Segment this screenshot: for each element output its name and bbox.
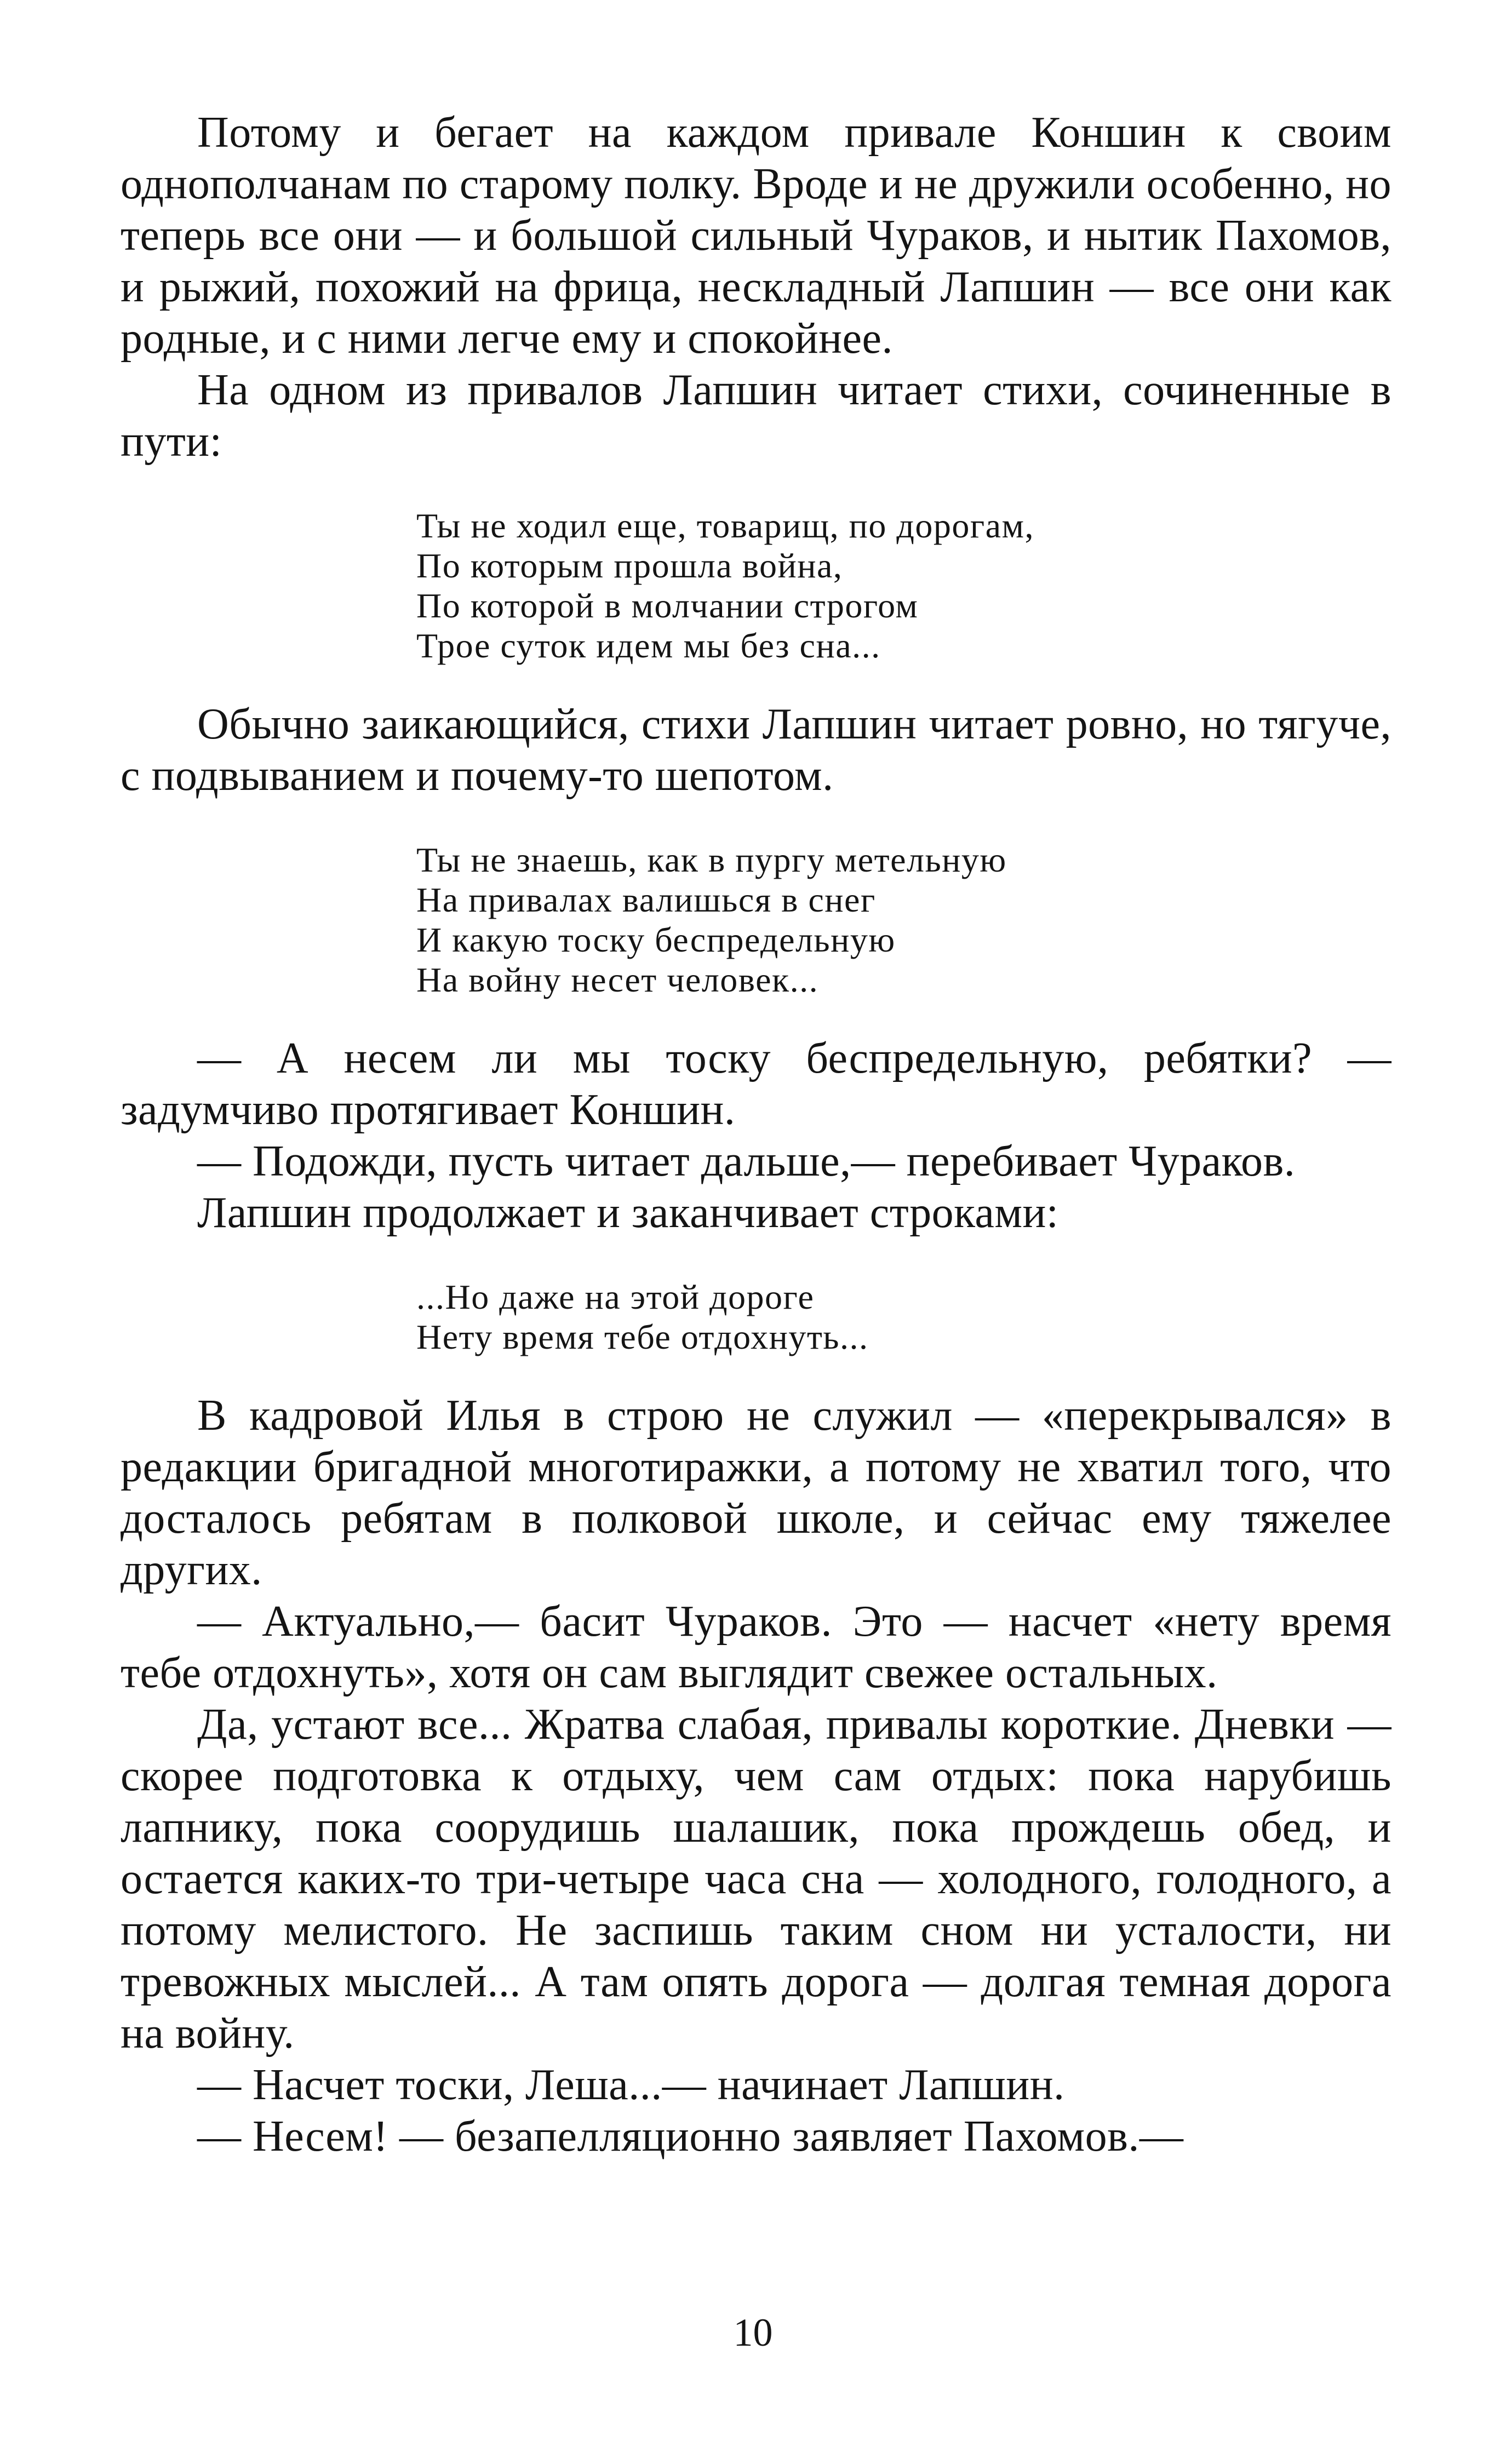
verse-line: По которой в молчании строгом [416, 586, 919, 625]
verse-line: На войну несет человек... [416, 960, 819, 999]
verse-line: И какую тоску беспредельную [416, 920, 896, 959]
dialog-line: — Актуально,— басит Чураков. Это — насчет «нету время тебе отдохнуть», хотя он сам выглядит свежее остальных. [121, 1597, 1392, 1697]
dialog-line: — Несем! — безапелляционно заявляет Пахомов.— [197, 2112, 1184, 2161]
verse-stanza [416, 1277, 1392, 1357]
paragraph: Да, устают все... Жратва слабая, привалы короткие. Дневки — скорее подготовка к отдыху, чем сам отдых: пока нарубишь лапнику, пока соорудишь шалашик, пока прождешь обед, и остается каких-то три-четыре часа сна — холодного, голодного, а потому мелистого. Не заспишь таким сном ни усталости, ни тревожных мыслей... А там опять дорога — долгая темная дорога на войну. [121, 1700, 1392, 2058]
verse-line: По которым прошла война, [416, 546, 843, 585]
paragraph: В кадровой Илья в строю не служил — «перекрывался» в редакции бригадной многотиражки, а потому не хватил того, что досталось ребятам в полковой школе, и сейчас ему тяжелее других. [121, 1391, 1392, 1594]
verse-line: ...Но даже на этой дороге [416, 1277, 815, 1316]
verse-line: Трое суток идем мы без сна... [416, 626, 881, 665]
verse-line: На привалах валишься в снег [416, 880, 876, 919]
dialog-line: — Подожди, пусть читает дальше,— перебивает Чураков. [197, 1137, 1296, 1185]
verse-stanza [416, 840, 1392, 1000]
page-body [121, 107, 1392, 2162]
dialog-line: — А несем ли мы тоску беспредельную, ребятки? — задумчиво протягивает Коншин. [121, 1034, 1392, 1134]
verse-line: Ты не ходил еще, товарищ, по дорогам, [416, 506, 1035, 545]
dialog-line: — Насчет тоски, Леша...— начинает Лапшин. [197, 2061, 1065, 2109]
paragraph: Лапшин продолжает и заканчивает строками: [197, 1189, 1059, 1237]
page-number: 10 [733, 2311, 773, 2354]
verse-line: Нету время тебе отдохнуть... [416, 1317, 869, 1356]
paragraph: На одном из привалов Лапшин читает стихи, сочиненные в пути: [121, 366, 1392, 466]
paragraph: Обычно заикающийся, стихи Лапшин читает ровно, но тягуче, с подвыванием и почему-то шепотом. [121, 700, 1392, 800]
verse-stanza [416, 506, 1392, 666]
paragraph: Потому и бегает на каждом привале Коншин к своим однополчанам по старому полку. Вроде и не дружили особенно, но теперь все они — и большой сильный Чураков, и нытик Пахомов, и рыжий, похожий на фрица, нескладный Лапшин — все они как родные, и с ними легче ему и спокойнее. [121, 108, 1392, 363]
verse-line: Ты не знаешь, как в пургу метельную [416, 840, 1007, 879]
